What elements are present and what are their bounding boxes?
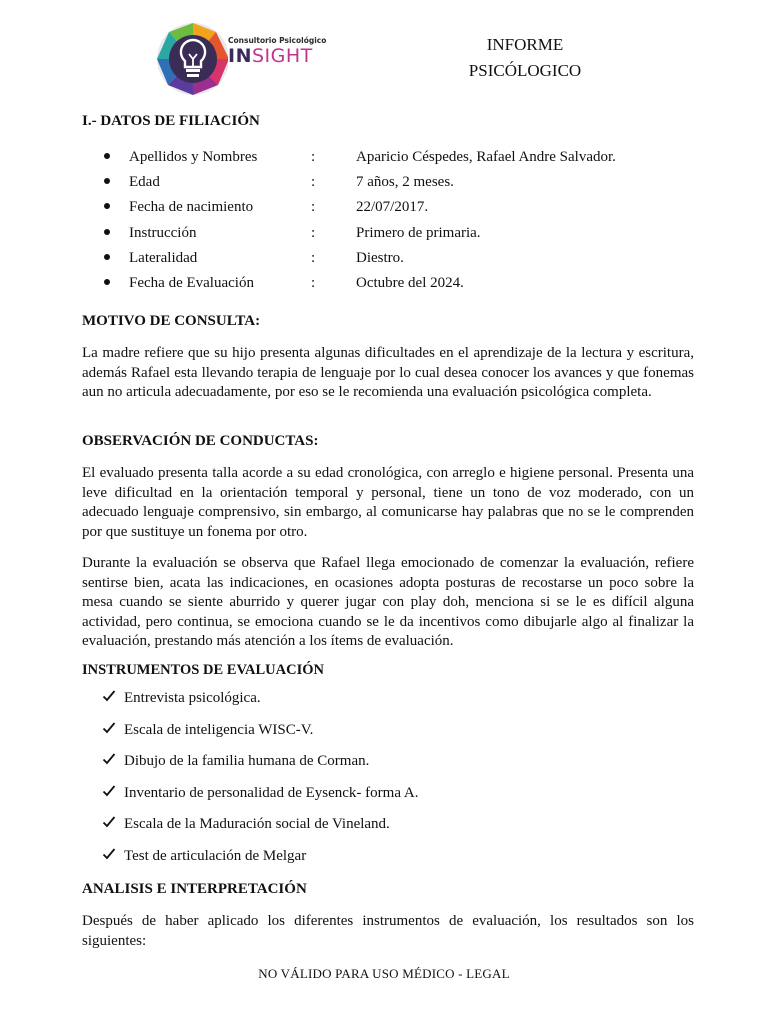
title-line-2: PSICÓLOGICO [468, 61, 582, 80]
filiacion-label: Instrucción [129, 224, 197, 241]
observacion-paragraph-2: Durante la evaluación se observa que Rafael llega emocionado de comenzar la evaluación, refiere sentirse bien, acata las indicaciones, en ocasiones adopta posturas de recostarse un poco sobre la mesa cuando se siente aburrido y querer jugar con play doh, menciona si se le es difícil alguna actividad, pero continua, se emociona cuando se le da incentivos como dibujarle algo al finalizar la evaluación, prestando más atención a los ítems de evaluación. [82, 555, 694, 649]
checkmark-icon [102, 784, 116, 798]
filiacion-separator: : [311, 149, 316, 165]
checkmark-icon [102, 689, 116, 703]
bullet-icon [104, 279, 110, 285]
filiacion-separator: : [311, 224, 316, 241]
instrumento-text: Test de articulación de Melgar [124, 847, 307, 864]
document-title [448, 32, 602, 84]
filiacion-separator: : [311, 199, 316, 216]
clinic-logo [156, 18, 332, 100]
instrumento-item [102, 783, 662, 815]
bullet-icon [104, 153, 110, 159]
filiacion-label: Apellidos y Nombres [129, 149, 258, 165]
checkmark-icon [102, 847, 116, 861]
analisis-text: Después de haber aplicado los diferentes instrumentos de evaluación, los resultados son los siguientes: [82, 913, 694, 949]
instrumento-item [102, 751, 662, 783]
filiacion-list [82, 146, 702, 297]
observacion-paragraph-1: El evaluado presenta talla acorde a su edad cronológica, con arreglo e higiene personal. Presenta una leve dificultad en la orientación temporal y personal, tiene un tono de voz moderado, con un adecuado lenguaje comprensivo, sin embargo, al comunicarse hay palabras que no se le comprenden por que sustituye un fonema por otro. [82, 465, 694, 540]
filiacion-label: Edad [129, 174, 160, 191]
filiacion-label: Fecha de Evaluación [129, 274, 254, 291]
filiacion-row [82, 146, 702, 171]
checkmark-icon [102, 752, 116, 766]
logo-brand-sight: SIGHT [251, 45, 313, 67]
filiacion-value: 7 años, 2 meses. [356, 174, 454, 191]
filiacion-label: Lateralidad [129, 249, 198, 266]
filiacion-row [82, 171, 702, 196]
filiacion-heading-num: I [82, 113, 88, 129]
bullet-icon [104, 229, 110, 235]
filiacion-row [82, 272, 702, 297]
filiacion-label: Fecha de nacimiento [129, 199, 254, 216]
instrumento-text: Entrevista psicológica. [124, 690, 261, 706]
instrumentos-list [102, 688, 662, 877]
observacion-heading: OBSERVACIÓN DE CONDUCTAS: [82, 433, 319, 449]
filiacion-value: Primero de primaria. [356, 224, 481, 241]
filiacion-value: Octubre del 2024. [356, 274, 464, 291]
lightbulb-icon [156, 18, 228, 100]
logo-text [228, 36, 332, 67]
title-line-1: INFORME [486, 35, 564, 54]
filiacion-separator: : [311, 174, 316, 191]
footer-disclaimer: NO VÁLIDO PARA USO MÉDICO - LEGAL [258, 966, 510, 981]
bullet-icon [104, 203, 110, 209]
instrumento-item [102, 688, 662, 720]
filiacion-row [82, 222, 702, 247]
instrumentos-heading: INSTRUMENTOS DE EVALUACIÓN [82, 662, 324, 678]
checkmark-icon [102, 721, 116, 735]
checkmark-icon [102, 815, 116, 829]
filiacion-value: Diestro. [356, 249, 404, 266]
instrumento-text: Dibujo de la familia humana de Corman. [124, 753, 370, 769]
instrumento-item [102, 720, 662, 752]
filiacion-value: 22/07/2017. [356, 199, 429, 216]
instrumento-item [102, 814, 662, 846]
instrumento-item [102, 846, 662, 878]
instrumento-text: Escala de la Maduración social de Vineland. [124, 816, 390, 832]
instrumento-text: Inventario de personalidad de Eysenck- forma A. [124, 784, 419, 801]
bullet-icon [104, 178, 110, 184]
logo-subtitle: Consultorio Psicológico [228, 36, 327, 45]
filiacion-separator: : [311, 249, 316, 266]
analisis-heading: ANALISIS E INTERPRETACIÓN [82, 881, 307, 897]
instrumento-text: Escala de inteligencia WISC-V. [124, 721, 314, 738]
motivo-heading: MOTIVO DE CONSULTA: [82, 313, 261, 329]
filiacion-heading [82, 113, 260, 130]
filiacion-row [82, 196, 702, 221]
filiacion-heading-text: .- DATOS DE FILIACIÓN [87, 113, 260, 129]
logo-brand [228, 45, 332, 67]
filiacion-value: Aparicio Céspedes, Rafael Andre Salvador. [356, 149, 616, 165]
bullet-icon [104, 254, 110, 260]
filiacion-row [82, 247, 702, 272]
logo-brand-in: IN [228, 45, 252, 67]
filiacion-separator: : [311, 274, 316, 291]
motivo-text: La madre refiere que su hijo presenta algunas dificultades en el aprendizaje de la lectura y escritura, además Rafael esta llevando terapia de lenguaje por lo cual desea conocer los avances y que fonemas aun no articula adecuadamente, por eso se le recomienda una evaluación psicológica completa. [82, 345, 694, 400]
